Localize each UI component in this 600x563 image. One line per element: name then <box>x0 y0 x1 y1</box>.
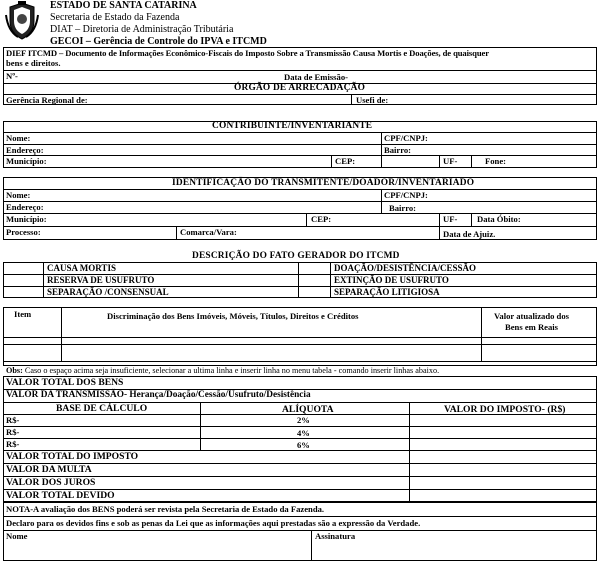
gerencia-label[interactable]: Gerência Regional de: <box>6 95 88 105</box>
trans-endereco[interactable]: Endereço: <box>6 202 44 212</box>
trans-comarca[interactable]: Comarca/Vara: <box>180 227 237 237</box>
valor-transmissao[interactable]: VALOR DA TRANSMISSÃO- Herança/Doação/Cessão/Usufruto/Desistência <box>6 390 311 400</box>
fato-doacao[interactable]: DOAÇÃO/DESISTÊNCIA/CESSÃO <box>334 263 477 273</box>
valor-juros[interactable]: VALOR DOS JUROS <box>6 477 96 488</box>
contrib-municipio[interactable]: Município: <box>6 156 47 166</box>
aliquota-header: ALÍQUOTA <box>282 404 334 415</box>
nome-field[interactable]: Nome <box>6 531 28 541</box>
fato-title: DESCRIÇÃO DO FATO GERADOR DO ITCMD <box>192 251 400 261</box>
contrib-cep[interactable]: CEP: <box>335 156 356 166</box>
header-gecoi: GECOI – Gerência de Controle do IPVA e ITCMD <box>50 36 267 47</box>
obs-note <box>6 367 439 375</box>
assinatura-field[interactable]: Assinatura <box>315 531 356 541</box>
data-emissao-label[interactable]: Data de Emissão- <box>284 72 348 82</box>
header-secretaria: Secretaria de Estado da Fazenda <box>50 12 180 23</box>
valor-multa[interactable]: VALOR DA MULTA <box>6 464 92 475</box>
doc-title-cont: bens e direitos. <box>6 58 61 68</box>
trans-uf[interactable]: UF- <box>443 214 458 224</box>
declaracao: Declaro para os devidos fins e sob as penas da Lei que as informações aqui prestadas são a expressão da Verdade. <box>6 518 421 528</box>
trans-bairro[interactable]: Bairro: <box>389 203 417 213</box>
bens-item-header: Item <box>14 309 32 319</box>
valor-total-bens[interactable]: VALOR TOTAL DOS BENS <box>6 377 124 388</box>
bens-valor-header-2: Bens em Reais <box>505 322 558 332</box>
contrib-fone[interactable]: Fone: <box>485 156 507 166</box>
fato-causa-mortis[interactable]: CAUSA MORTIS <box>47 263 116 273</box>
valor-total-imposto[interactable]: VALOR TOTAL DO IMPOSTO <box>6 451 139 462</box>
trans-nome[interactable]: Nome: <box>6 190 31 200</box>
valor-imposto-header: VALOR DO IMPOSTO- (R$) <box>444 404 566 415</box>
trans-data-ajuiz[interactable]: Data de Ajuiz. <box>443 229 496 239</box>
aliquota-6: 6% <box>297 440 310 450</box>
header-diat: DIAT – Diretoria de Administração Tributária <box>50 24 234 35</box>
obs-label: Obs: <box>6 366 23 375</box>
aliquota-4: 4% <box>297 428 310 438</box>
nota: NOTA-A avaliação dos BENS poderá ser revista pela Secretaria de Estado da Fazenda. <box>6 504 325 514</box>
fato-reserva-usufruto[interactable]: RESERVA DE USUFRUTO <box>47 275 155 285</box>
state-coat-of-arms <box>4 1 40 41</box>
bens-valor-header: Valor atualizado dos <box>494 311 569 321</box>
usefi-label[interactable]: Usefi de: <box>356 95 389 105</box>
trans-cep[interactable]: CEP: <box>311 214 332 224</box>
doc-title: DIEF ITCMD – Documento de Informações Econômico-Fiscais do Imposto Sobre a Transmissão Causa Mortis e Doações, de quaisquer <box>6 48 489 58</box>
valor-total-devido[interactable]: VALOR TOTAL DEVIDO <box>6 490 115 501</box>
contrib-endereco[interactable]: Endereço: <box>6 145 44 155</box>
fato-separacao-litigiosa[interactable]: SEPARAÇÃO LITIGIOSA <box>334 287 440 297</box>
numero-label[interactable]: Nº- <box>6 71 18 81</box>
rs-row-2[interactable]: R$- <box>6 427 20 437</box>
contrib-cpf[interactable]: CPF/CNPJ: <box>384 133 428 143</box>
bens-discriminacao-header: Discriminação dos Bens Imóveis, Móveis, Títulos, Direitos e Créditos <box>107 311 359 321</box>
trans-municipio[interactable]: Município: <box>6 214 47 224</box>
fato-extincao-usufruto[interactable]: EXTINÇÃO DE USUFRUTO <box>334 275 449 285</box>
contribuinte-title: CONTRIBUINTE/INVENTARIANTE <box>212 121 373 131</box>
contrib-uf[interactable]: UF- <box>443 156 458 166</box>
fato-separacao-consensual[interactable]: SEPARAÇÃO /CONSENSUAL <box>47 287 169 297</box>
rs-row-3[interactable]: R$- <box>6 439 20 449</box>
transmitente-title: IDENTIFICAÇÃO DO TRANSMITENTE/DOADOR/INVENTARIADO <box>172 178 475 188</box>
base-calculo-header: BASE DE CÁLCULO <box>56 403 148 414</box>
contrib-nome[interactable]: Nome: <box>6 133 31 143</box>
trans-cpf[interactable]: CPF/CNPJ: <box>384 190 428 200</box>
trans-processo[interactable]: Processo: <box>6 227 41 237</box>
header-state: ESTADO DE SANTA CATARINA <box>50 0 197 11</box>
orgao-title: ÓRGÃO DE ARRECADAÇÃO <box>234 83 366 93</box>
obs-text: Caso o espaço acima seja insuficiente, selecionar a ultima linha e inserir linha no menu tabela - comando inserir linhas abaixo. <box>24 366 440 375</box>
trans-data-obito[interactable]: Data Óbito: <box>477 214 521 224</box>
rs-row-1[interactable]: R$- <box>6 415 20 425</box>
aliquota-2: 2% <box>297 415 310 425</box>
contrib-bairro[interactable]: Bairro: <box>384 145 412 155</box>
